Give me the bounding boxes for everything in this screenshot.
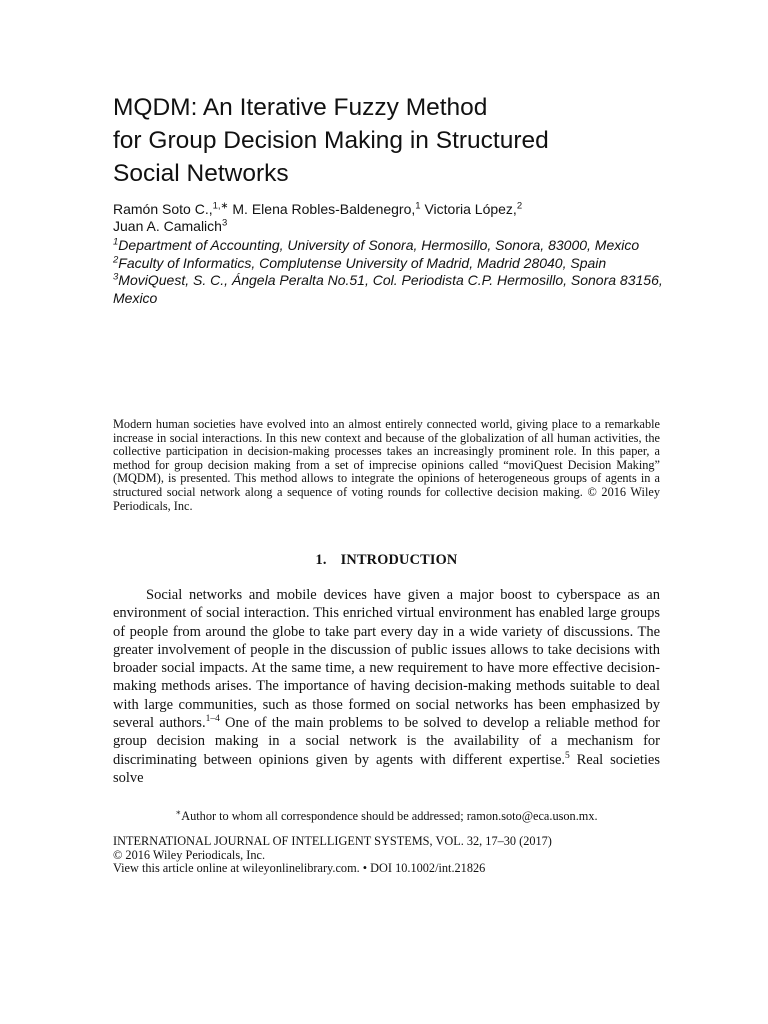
author-name: Victoria López, xyxy=(420,201,517,217)
author-affiliation-mark: 1 xyxy=(415,200,421,212)
section-number: 1. xyxy=(315,552,327,568)
affiliation-text: Department of Accounting, University of Sonora, Hermosillo, Sonora, 83000, Mexico xyxy=(118,237,640,253)
body-segment: One of the main problems to be solved to develop a reliable method for group decision making in a social network is the availability of a mechanism for discriminating between opinions given by agents with different expertise. xyxy=(113,715,661,768)
journal-citation: INTERNATIONAL JOURNAL OF INTELLIGENT SYSTEMS, VOL. 32, 17–30 (2017) xyxy=(113,834,552,848)
paragraph xyxy=(113,586,660,787)
journal-info xyxy=(113,835,673,876)
citation-ref: 5 xyxy=(565,750,570,761)
affiliation xyxy=(113,237,665,255)
citation-ref: 1–4 xyxy=(205,714,220,725)
author-affiliation-mark: 1,∗ xyxy=(212,200,229,212)
affiliation-mark: 1 xyxy=(113,236,119,248)
author-name: Ramón Soto C., xyxy=(113,201,213,217)
body-segment: Real societies solve xyxy=(113,751,660,786)
title-line: MQDM: An Iterative Fuzzy Method xyxy=(113,94,488,121)
affiliation-text: Faculty of Informatics, Complutense University of Madrid, Madrid 28040, Spain xyxy=(118,254,607,271)
footnote-mark: ∗ xyxy=(175,806,182,817)
body-segment: Social networks and mobile devices have given a major boost to cyberspace as an environment of social interaction. This enriched virtual environment has enabled large groups of people from around the globe to take part every day in a wide variety of discussions. The greater involvement of people in the discussion of public issues allows to take decisions with broader social impacts. At the same time, a new requirement to have more effective decision-making methods arises. The importance of having decision-making methods suitable to deal with large communities, such as those formed on social networks has been emphasized by several authors. xyxy=(113,587,660,732)
paper-title xyxy=(113,91,673,190)
affiliation xyxy=(113,272,665,307)
affiliation xyxy=(113,255,665,273)
abstract: Modern human societies have evolved into an almost entirely connected world, giving place to a remarkable increase in social interactions. In this new context and because of the globalization of all human activities, the collective participation in decision-making processes takes an increasingly prominent role. In this paper, a method for group decision making from a set of imprecise opinions called “moviQuest Decision Making” (MQDM), is presented. This method allows to integrate the opinions of heterogeneous groups of agents in a structured social network along a sequence of voting rounds for collective decision making. © 2016 Wiley Periodicals, Inc. xyxy=(113,417,660,513)
title-line: for Group Decision Making in Structured xyxy=(113,127,549,154)
author-list xyxy=(113,201,673,235)
body-text xyxy=(113,586,660,787)
footnote xyxy=(113,806,660,823)
author-name: Juan A. Camalich xyxy=(113,218,222,234)
journal-doi: View this article online at wileyonlinelibrary.com. • DOI 10.1002/int.21826 xyxy=(113,861,486,875)
journal-copyright: © 2016 Wiley Periodicals, Inc. xyxy=(113,847,266,862)
author-affiliation-mark: 3 xyxy=(221,217,228,229)
section-heading xyxy=(113,552,660,569)
affiliation-list xyxy=(113,237,665,307)
affiliation-mark: 2 xyxy=(113,253,119,265)
author-line xyxy=(113,218,673,235)
author-line xyxy=(113,201,673,218)
author-affiliation-mark: 2 xyxy=(516,200,523,212)
section-title: INTRODUCTION xyxy=(340,552,458,568)
affiliation-mark: 3 xyxy=(113,271,119,283)
title-line: Social Networks xyxy=(113,160,289,187)
footnote-text: Author to whom all correspondence should be addressed; ramon.soto@eca.uson.mx. xyxy=(181,809,598,823)
author-name: M. Elena Robles-Baldenegro, xyxy=(228,201,416,217)
affiliation-text: MoviQuest, S. C., Ángela Peralta No.51, Col. Periodista C.P. Hermosillo, Sonora 83156, Mexico xyxy=(113,272,663,306)
